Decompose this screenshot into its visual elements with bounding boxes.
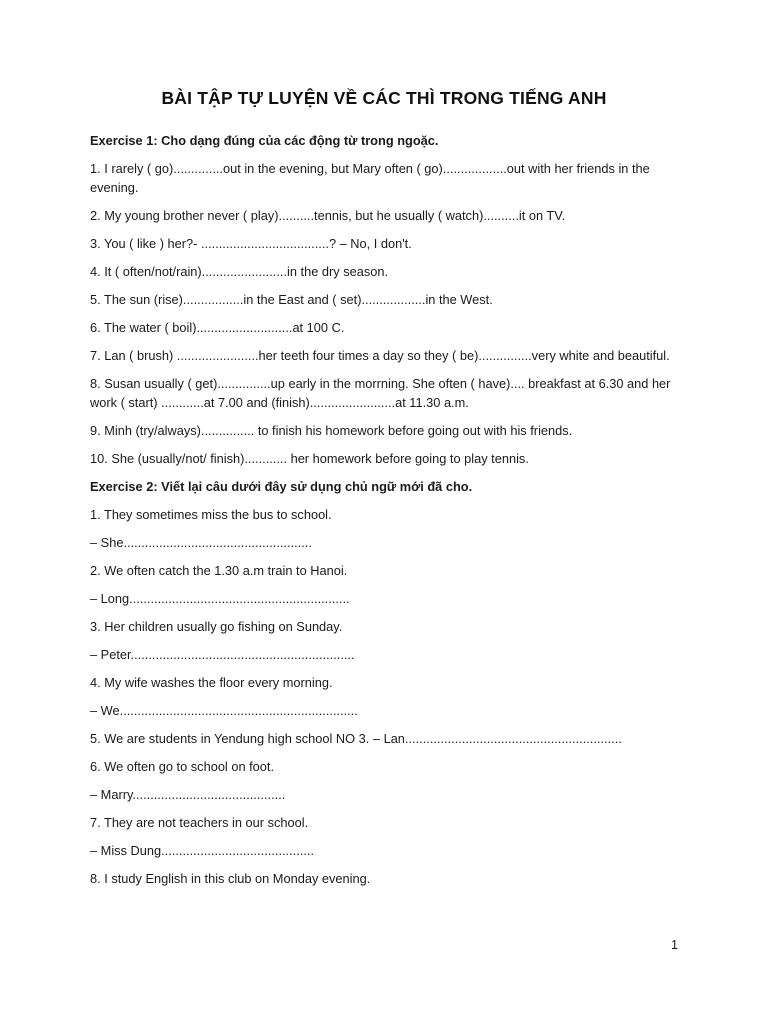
- paragraph-line: – We...................................................................: [90, 703, 358, 718]
- paragraph-line: 5. We are students in Yendung high school NO 3. – Lan.............................................................: [90, 731, 622, 746]
- paragraph-line: 8. Susan usually ( get)...............up early in the morrning. She often ( have).... breakfast at 6.30 and her work ( start) ............at 7.00 and (finish)........................at 11.30 a.m.: [90, 376, 671, 410]
- paragraph-line: – She.....................................................: [90, 535, 312, 550]
- paragraph-line: – Marry...........................................: [90, 787, 286, 802]
- page-number: 1: [671, 938, 678, 952]
- paragraph-line: – Long..............................................................: [90, 591, 350, 606]
- page-title: BÀI TẬP TỰ LUYỆN VỀ CÁC THÌ TRONG TIẾNG ANH: [161, 88, 607, 108]
- paragraph-line: – Peter...............................................................: [90, 647, 355, 662]
- paragraph-line: 7. They are not teachers in our school.: [90, 815, 309, 830]
- document-body: [90, 131, 678, 888]
- paragraph-line: 7. Lan ( brush) .......................her teeth four times a day so they ( be)...............very white and beautiful.: [90, 348, 670, 363]
- paragraph-line: 5. The sun (rise).................in the East and ( set)..................in the West.: [90, 292, 493, 307]
- paragraph-line: 1. They sometimes miss the bus to school.: [90, 507, 332, 522]
- paragraph-line: 8. I study English in this club on Monday evening.: [90, 871, 371, 886]
- paragraph-line: 6. We often go to school on foot.: [90, 759, 275, 774]
- paragraph-line: – Miss Dung...........................................: [90, 843, 315, 858]
- paragraph-line: 9. Minh (try/always)............... to finish his homework before going out with his friends.: [90, 423, 573, 438]
- paragraph-line: 3. You ( like ) her?- ....................................? – No, I don't.: [90, 236, 412, 251]
- paragraph-line: 10. She (usually/not/ finish)............ her homework before going to play tennis.: [90, 451, 529, 466]
- paragraph-line: 4. My wife washes the floor every morning.: [90, 675, 333, 690]
- section-heading: Exercise 2: Viết lại câu dưới đây sử dụng chủ ngữ mới đã cho.: [90, 479, 473, 494]
- paragraph-line: 3. Her children usually go fishing on Sunday.: [90, 619, 343, 634]
- paragraph-line: 1. I rarely ( go)..............out in the evening, but Mary often ( go)..................out with her friends in the evening.: [90, 161, 650, 195]
- paragraph-line: 2. We often catch the 1.30 a.m train to Hanoi.: [90, 563, 348, 578]
- paragraph-line: 4. It ( often/not/rain)........................in the dry season.: [90, 264, 389, 279]
- paragraph-line: 6. The water ( boil)...........................at 100 C.: [90, 320, 345, 335]
- section-heading: Exercise 1: Cho dạng đúng của các động từ trong ngoặc.: [90, 133, 439, 148]
- paragraph-line: 2. My young brother never ( play)..........tennis, but he usually ( watch)..........it on TV.: [90, 208, 566, 223]
